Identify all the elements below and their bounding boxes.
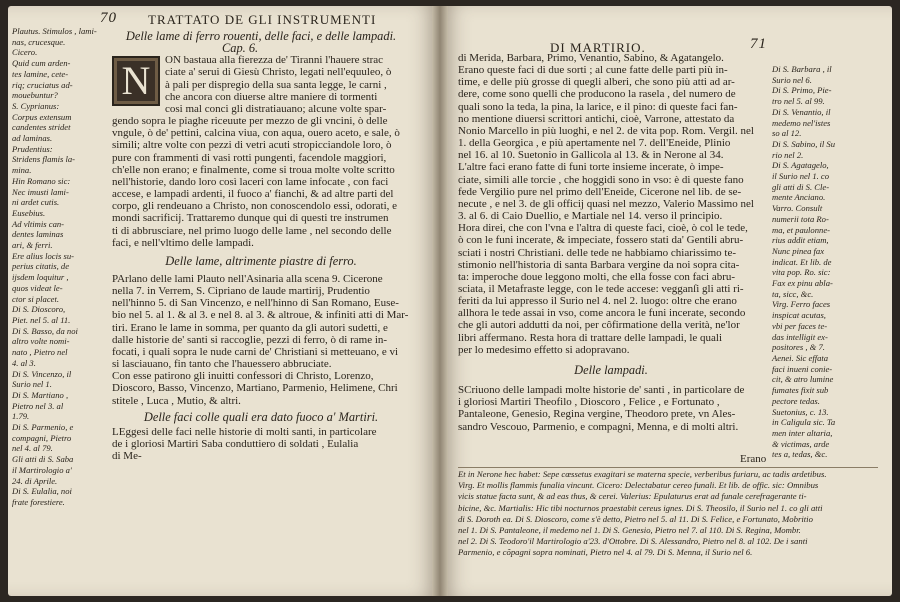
text-line: simili; altre volte con pezzi di vetri acuti stropicciandole loro, ò: [112, 139, 392, 152]
text-line: che ancora con diuerse altre maniere di tormenti: [165, 90, 378, 103]
faci-continued-text: [458, 52, 764, 356]
left-margin-notes: [12, 26, 108, 508]
text-line: sandro Vescouo, Parmenio, e compagni, Menna, e di molti altri.: [458, 420, 739, 433]
margin-note: Di S. Venantio, il: [772, 106, 831, 117]
margin-note: ari, & ferri.: [12, 240, 53, 251]
margin-note: Prudentius:: [12, 143, 53, 154]
margin-note: 1.79.: [12, 411, 30, 422]
text-line: necute , e nel 3. de gli officij quasi nel mezzo, Valerio Massimo nel: [458, 197, 754, 210]
margin-note: Stridens flamis la-: [12, 154, 76, 165]
footnote-line: Virg. Et mollis flammis funalia vincunt. Cicero: Delectabatur cereo funali. Et lib. de offic. sic: Omnibus: [458, 480, 819, 491]
text-line: dere, come sono quelli che producono la rasela , del numero de: [458, 88, 736, 101]
text-line: LEggesi delle faci nelle historie di molti santi, in particolare: [112, 425, 377, 438]
text-line: feriti da lui appresso il Surio nel 4. nel 2. luogo: oltre che erano: [458, 295, 737, 308]
margin-note: Di S. Sabino, il Su: [772, 138, 836, 149]
margin-note: positores , & 7.: [772, 342, 825, 353]
margin-note: Quid cum arden-: [12, 58, 71, 69]
text-line: che gli autori addutti da noi, per côfirmatione della verità, ne'lor: [458, 319, 740, 332]
margin-note: compagni, Pietro: [12, 432, 72, 443]
text-line: PArlano delle lami Plauto nell'Asinaria alla scena 9. Cicerone: [112, 272, 383, 285]
text-line: cosi mal conci gli distratiauano; alcune volte spar-: [165, 102, 387, 115]
text-line: allhora le tede assai in vso, come ancora le funi incerate, secondo: [458, 307, 746, 320]
chapter-number: Cap. 6.: [222, 41, 259, 56]
text-line: vngule, ò de' pettini, calcina viua, con aqua, ouero aceto, e sale, ò: [112, 127, 400, 140]
text-line: fede Vergilio pure nel primo dell'Eneide, Cicerone nel lib. de se-: [458, 185, 742, 198]
margin-note: Aenei. Sic effata: [772, 352, 829, 363]
margin-note: S. Cyprianus:: [12, 100, 60, 111]
text-line: pure con frammenti di vasi rotti pungenti, facendole maggiori,: [112, 151, 387, 164]
margin-note: rius addit etiam,: [772, 235, 829, 246]
margin-note: Suetonius, c. 13.: [772, 406, 829, 417]
margin-note: Di S. Basso, da noi: [12, 325, 78, 336]
margin-note: Ere alius locis su-: [12, 250, 74, 261]
margin-note: Varro. Consult: [772, 203, 823, 214]
section-lame-title: Delle lame, altrimente piastre di ferro.: [165, 253, 357, 268]
right-body-text: [458, 52, 764, 433]
margin-note: Piet. nel 5. al 11.: [12, 314, 71, 325]
margin-note: il Martirologio a': [12, 464, 72, 475]
text-line: libri affermano. Resta hora di trattare delle lampadi, le quali: [458, 331, 722, 344]
text-line: SCriuono delle lampadi molte historie de' santi , in particolare de: [458, 384, 745, 397]
margin-note: cit, & atro lumine: [772, 374, 834, 385]
margin-note: Di S. Eulalia, noi: [12, 486, 72, 497]
margin-note: Ad vltimis can-: [12, 218, 65, 229]
text-line: nella 7. in Verrem, S. Cipriano de laude martirij, Prudentio: [112, 285, 370, 298]
text-line: 3. al 6. di Caio Duellio, e Martiale nel 14. verso il principio.: [458, 210, 723, 223]
margin-note: tro nel 5. al 99.: [772, 96, 825, 107]
margin-note: medemo nel'istes: [772, 117, 831, 128]
text-line: quali sono la teda, la pina, la larice, e il pino: di queste faci fan-: [458, 100, 738, 113]
right-page-number: 71: [750, 36, 767, 52]
margin-note: inspicat acutas,: [772, 310, 826, 321]
text-line: ON bastaua alla fierezza de' Tiranni l'hauere strac: [165, 54, 384, 67]
margin-note: Surio nel 1.: [12, 379, 52, 390]
text-line: tiri. Erano le lame in somma, per quanto da gli autori sudetti, e: [112, 321, 388, 334]
text-line: ti di abbrusciare, nel primo luogo delle lame , nel secondo delle: [112, 224, 392, 237]
margin-note: ijsdem loquitur ,: [12, 272, 69, 283]
margin-note: il Surio nel 1. co: [772, 171, 830, 182]
text-line: mondi sacrificij. Trattaremo dunque qui di questi tre instrumen: [112, 212, 389, 225]
chapter-title: Delle lame di ferro rouenti, delle faci, e delle lampadi.: [125, 29, 397, 43]
margin-note: Di S. Dioscoro,: [12, 304, 66, 315]
text-line: per lo medesimo effetto si adopravano.: [458, 343, 630, 356]
margin-note: riq; cruciatus ad-: [12, 79, 73, 90]
margin-note: Hin Romano sic:: [12, 175, 71, 186]
margin-note: numerii tota Ro-: [772, 213, 829, 224]
margin-note: mouebuntur?: [12, 90, 58, 101]
text-line: stimonio nell'historia di santa Barbara vergine da noi sopra cita-: [458, 258, 740, 271]
margin-note: faci inueni conie-: [772, 363, 833, 374]
text-line: L'altre faci erano fatte di funi torte insieme incerate, ò impe-: [458, 161, 724, 174]
footnote-line: bicine, &c. Martialis: Hic tibi nocturnos praestabit cereus ignes. Di S. Theosilo, il Surio nel 1. co gli atti: [458, 502, 823, 513]
text-line: à pali per dispregio della sua santa legge, le carni ,: [165, 78, 387, 91]
right-margin-notes: [772, 64, 884, 460]
left-body-text: [112, 30, 410, 462]
text-line: Erano queste faci di due sorti ; al cune fatte delle parti più in-: [458, 64, 728, 77]
text-line: stitele , Luca , Mutio, & altri.: [112, 394, 241, 407]
text-line: ciate a' serui di Giesù Christo, legati nell'equuleo, ò: [165, 66, 392, 79]
margin-note: Di S. Martiano ,: [12, 389, 69, 400]
catchword: Erano: [740, 453, 767, 465]
section-faci-title: Delle faci colle quali era dato fuoco a' Martiri.: [143, 409, 379, 424]
margin-note: Di S. Agatagelo,: [772, 160, 829, 171]
text-line: Pantaleone, Genesio, Regina vergine, Theodoro prete, vn Ales-: [458, 408, 736, 421]
right-running-head: DI MARTIRIO.: [550, 40, 646, 55]
margin-note: tes a, tedas, &c.: [772, 449, 828, 460]
text-line: de i gloriosi Martiri Saba conduttiero di soldati , Eulalia: [112, 438, 359, 450]
section-lame-text: [112, 273, 410, 407]
footnote-line: nel 2. Di S. Teodoro'il Martirologio a'23. d'Ottobre. Di S. Alessandro, Pietro nel 8. al 102. De i santi: [458, 536, 808, 547]
left-running-head: TRATTATO DE GLI INSTRUMENTI: [148, 12, 377, 27]
margin-note: frate forestiere.: [12, 496, 65, 507]
footnote-line: vicis statue facta sunt, & ad eas thus, & cerei. Valerius: Epulaturus erat ad funale cerefragerante ti-: [458, 491, 807, 502]
section-lampadi-text: [458, 384, 764, 433]
margin-note: ta, sicc, &c.: [772, 288, 814, 299]
margin-note: Corpus extensum: [12, 111, 72, 122]
margin-note: Eusebius.: [12, 207, 46, 218]
text-line: no mentione diuersi scrittori antichi, cioè, Varrone, attestato da: [458, 112, 735, 125]
margin-note: nato , Pietro nel: [12, 347, 68, 358]
margin-note: Di S. Barbara , il: [772, 64, 832, 74]
margin-note: dentes laminas: [12, 229, 64, 240]
text-line: ò con le funi incerate, & impeciate, fossero stati da' Gentili abru-: [458, 234, 744, 247]
text-line: Hora direi, che con l'vna e l'altra di queste faci, cioè, ò col le tede,: [458, 222, 748, 235]
footnote-line: di S. Doroth ea. Di S. Dioscoro, come s'è detto, Pietro nel 5. al 11. Di S. Felice, e Fortunato, Mobritio: [458, 513, 813, 524]
footnote-rule: [458, 467, 878, 468]
text-line: accese, e lampadi ardenti, il fuoco a' fianchi, & ad altre parti del: [112, 188, 394, 201]
margin-note: altro volte nomi-: [12, 336, 70, 347]
text-line: time, e delle più grosse di quegli alberi, che sono più atti ad ar-: [458, 76, 735, 89]
margin-note: ctor si placet.: [12, 293, 60, 304]
text-line: ta: imperoche doue leggono molti, che ella fosse con faci abru-: [458, 270, 736, 283]
margin-note: Di S. Primo, Pie-: [772, 85, 832, 96]
text-line: sciati i nostri Christiani. delle tede ne habbiamo chiarissimo te-: [458, 246, 736, 259]
margin-note: Di S. Parmenio, e: [12, 422, 74, 433]
text-line: 1. della Georgica , e più apertamente nel 7. dell'Eneide, Plinio: [458, 137, 731, 150]
text-line: ch'elle non erano; e finalmente, come si troua molte volte scritto: [112, 163, 395, 176]
text-line: di Merida, Barbara, Primo, Venantio, Sabino, & Agatangelo.: [458, 52, 724, 64]
text-line: nell'historie, dando loro così laceri con lame infocate , con faci: [112, 175, 389, 188]
text-line: corpo, gli rendeuano a Christo, non conoscendolo essi, odorati, e: [112, 200, 398, 213]
margin-note: nas, crucesque.: [12, 36, 66, 47]
left-page-number: 70: [100, 10, 117, 26]
margin-note: indicat. Et lib. de: [772, 256, 832, 267]
text-line: dalle historie de' santi si raccoglie, pezzi di ferro, ò di rame in-: [112, 333, 388, 346]
margin-note: ni ardet cutis.: [12, 197, 60, 208]
margin-note: tes lamine, cete-: [12, 68, 69, 79]
text-line: di Me-: [112, 450, 142, 463]
margin-note: das intelligit ex-: [772, 331, 828, 342]
footnote-line: Et in Nerone hec habet: Sepe cœssetus exagitari se materna specie, verberibus furiaru, ac tadis ardetibus.: [458, 469, 827, 479]
footnote-line: nel 1. Di S. Pantaleone, il medemo nel 1. Di S. Genesio, Pietro nel 7. al 110. Di S. Regina, Mombr.: [458, 525, 801, 536]
margin-note: ma, et paulonne-: [772, 224, 830, 235]
margin-note: so al 12.: [772, 128, 802, 139]
text-line: Con esse patirono gli inuitti confessori di Christo, Lorenzo,: [112, 370, 374, 383]
margin-note: pectore tedas.: [772, 395, 820, 406]
margin-note: vbi per faces te-: [772, 320, 828, 331]
margin-note: in Caligula sic. Ta: [772, 417, 836, 428]
text-line: i gloriosi Martiri Theofilo , Dioscoro , Felice , e Fortunato ,: [458, 396, 720, 409]
text-line: sciata, il Metafraste legge, con le tede accese: vegganſi gli atti ri-: [458, 282, 744, 295]
margin-note: Fax ex pinu abla-: [772, 278, 833, 289]
footnotes: [458, 469, 878, 559]
margin-note: 4. al 3.: [12, 357, 36, 368]
text-line: si lasciauano, fin tanto che l'hauessero abbruciate.: [112, 358, 332, 371]
text-line: bio nel 5. al 1. & al 3. e nel 8. al 3. & altroue, & infiniti atti di Mar-: [112, 309, 409, 322]
text-line: Nonio Marcello in più luoghi, e nel 2. de vita pop. Rom. Vergil. nel: [458, 124, 754, 137]
margin-note: fumates fixit sub: [772, 385, 829, 396]
text-line: ciate, simili alle torcie , che hoggidi sono in vso: è di queste fano: [458, 173, 744, 186]
margin-note: Di S. Vincenzo, il: [12, 368, 72, 379]
margin-note: & victimas, arde: [772, 438, 830, 449]
margin-note: Virg. Ferro faces: [772, 299, 831, 310]
text-line: Dioscoro, Basso, Vincenzo, Martiano, Parmenio, Helimene, Chri: [112, 382, 398, 395]
margin-note: quos videat le-: [12, 282, 63, 293]
section-lampadi-title: Delle lampadi.: [574, 362, 648, 377]
section-faci-text: [112, 426, 410, 462]
margin-note: Plautus. Stimulos , lami-: [12, 26, 97, 36]
decorated-initial: N: [112, 56, 160, 106]
book-gutter: [432, 6, 448, 596]
open-book: [8, 6, 892, 596]
margin-note: Nec imusti lami-: [12, 186, 69, 197]
margin-note: candentes stridet: [12, 122, 71, 133]
left-page: [8, 6, 440, 596]
margin-note: perius citatis, de: [12, 261, 70, 272]
margin-note: nel 4. al 79.: [12, 443, 53, 454]
text-line: nell'hinno 5. di San Vincenzo, e nell'hinno di San Romano, Euse-: [112, 297, 399, 310]
margin-note: 24. di Aprile.: [12, 475, 58, 486]
margin-note: Cicero.: [12, 47, 38, 58]
text-line: gendo sopra le piaghe riceuute per mezzo de gli vncini, ò delle: [112, 115, 388, 128]
text-line: nel 16. al 10. Suetonio in Gallicola al 13. & in Nerone al 34.: [458, 149, 724, 162]
margin-note: vita pop. Ro. sic:: [772, 267, 831, 278]
right-page: [440, 6, 892, 596]
footnote-line: Parmenio, e cõpagni sopra nominati, Pietro nel 4. al 79. Di S. Menna, il Surio nel 6.: [458, 547, 753, 558]
margin-note: rio nel 2.: [772, 149, 804, 160]
margin-note: men inter altaria,: [772, 427, 833, 438]
margin-note: Gli atti di S. Saba: [12, 454, 74, 465]
margin-note: mente Anciano.: [772, 192, 826, 203]
text-line: faci, e nell'vltimo delle lampadi.: [112, 236, 254, 249]
margin-note: ad laminas.: [12, 133, 53, 144]
margin-note: gli atti di S. Cle-: [772, 181, 830, 192]
margin-note: Pietro nel 3. al: [12, 400, 64, 411]
margin-note: mina.: [12, 165, 32, 176]
text-line: focati, i quali sopra le nude carni de' Christiani si metteuano, e vi: [112, 345, 399, 358]
margin-note: Surio nel 6.: [772, 74, 812, 85]
margin-note: Nunc pinea fax: [772, 245, 825, 256]
